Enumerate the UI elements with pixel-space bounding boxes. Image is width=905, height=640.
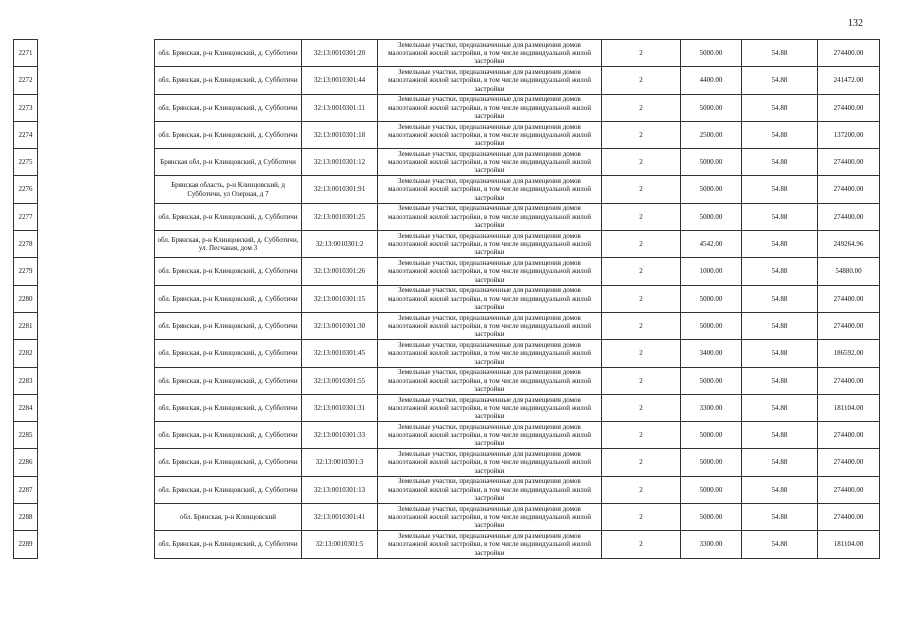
row-number-cell: 2274 — [14, 121, 38, 148]
category-cell: 2 — [602, 149, 681, 176]
rate-cell: 54.88 — [742, 121, 818, 148]
spacer-cell — [38, 203, 155, 230]
spacer-cell — [38, 149, 155, 176]
category-cell: 2 — [602, 203, 681, 230]
table-row — [14, 394, 880, 421]
category-cell: 2 — [602, 312, 681, 339]
row-number-cell: 2279 — [14, 258, 38, 285]
cadastral-number-cell: 32:13:0010301:5 — [302, 531, 378, 558]
land-purpose-cell: Земельные участки, предназначенные для размещения домов малоэтажной жилой застройки, в том числе индивидуальной жилой застройки — [378, 340, 602, 367]
category-cell: 2 — [602, 176, 681, 203]
area-cell: 5000.00 — [681, 40, 742, 67]
land-purpose-cell: Земельные участки, предназначенные для размещения домов малоэтажной жилой застройки, в том числе индивидуальной жилой застройки — [378, 258, 602, 285]
land-plot-table — [13, 39, 880, 559]
cadastral-value-cell: 274400.00 — [818, 176, 880, 203]
address-cell: обл. Брянская, р-н Клинцовский, д. Субботичи — [155, 422, 302, 449]
row-number-cell: 2275 — [14, 149, 38, 176]
table-row — [14, 176, 880, 203]
area-cell: 5000.00 — [681, 367, 742, 394]
row-number-cell: 2272 — [14, 67, 38, 94]
cadastral-number-cell: 32:13:0010301:2 — [302, 231, 378, 258]
area-cell: 4400.00 — [681, 67, 742, 94]
land-purpose-cell: Земельные участки, предназначенные для размещения домов малоэтажной жилой застройки, в том числе индивидуальной жилой застройки — [378, 476, 602, 503]
cadastral-number-cell: 32:13:0010301:33 — [302, 422, 378, 449]
table-row — [14, 449, 880, 476]
rate-cell: 54.88 — [742, 231, 818, 258]
area-cell: 5000.00 — [681, 285, 742, 312]
cadastral-number-cell: 32:13:0010301:41 — [302, 504, 378, 531]
address-cell: Брянская обл, р-н Клинцовский, д Субботичи — [155, 149, 302, 176]
cadastral-number-cell: 32:13:0010301:20 — [302, 40, 378, 67]
area-cell: 3300.00 — [681, 394, 742, 421]
spacer-cell — [38, 231, 155, 258]
table-row — [14, 258, 880, 285]
cadastral-value-cell: 181104.00 — [818, 531, 880, 558]
rate-cell: 54.88 — [742, 449, 818, 476]
category-cell: 2 — [602, 531, 681, 558]
row-number-cell: 2282 — [14, 340, 38, 367]
row-number-cell: 2285 — [14, 422, 38, 449]
address-cell: обл. Брянская, р-н Клинцовский, д. Субботичи — [155, 476, 302, 503]
spacer-cell — [38, 176, 155, 203]
cadastral-number-cell: 32:13:0010301:55 — [302, 367, 378, 394]
row-number-cell: 2288 — [14, 504, 38, 531]
rate-cell: 54.88 — [742, 422, 818, 449]
cadastral-value-cell: 274400.00 — [818, 504, 880, 531]
rate-cell: 54.88 — [742, 94, 818, 121]
category-cell: 2 — [602, 67, 681, 94]
cadastral-value-cell: 274400.00 — [818, 312, 880, 339]
cadastral-number-cell: 32:13:0010301:11 — [302, 94, 378, 121]
row-number-cell: 2277 — [14, 203, 38, 230]
cadastral-value-cell: 241472.00 — [818, 67, 880, 94]
row-number-cell: 2281 — [14, 312, 38, 339]
rate-cell: 54.88 — [742, 285, 818, 312]
cadastral-value-cell: 274400.00 — [818, 285, 880, 312]
land-purpose-cell: Земельные участки, предназначенные для размещения домов малоэтажной жилой застройки, в том числе индивидуальной жилой застройки — [378, 422, 602, 449]
cadastral-value-cell: 274400.00 — [818, 40, 880, 67]
land-purpose-cell: Земельные участки, предназначенные для размещения домов малоэтажной жилой застройки, в том числе индивидуальной жилой застройки — [378, 531, 602, 558]
spacer-cell — [38, 422, 155, 449]
area-cell: 5000.00 — [681, 422, 742, 449]
cadastral-value-cell: 54880.00 — [818, 258, 880, 285]
category-cell: 2 — [602, 121, 681, 148]
table-row — [14, 231, 880, 258]
table-row — [14, 67, 880, 94]
address-cell: обл. Брянская, р-н Клинцовский, д. Субботичи — [155, 449, 302, 476]
cadastral-number-cell: 32:13:0010301:45 — [302, 340, 378, 367]
spacer-cell — [38, 504, 155, 531]
spacer-cell — [38, 449, 155, 476]
table-row — [14, 476, 880, 503]
cadastral-value-cell: 186592.00 — [818, 340, 880, 367]
address-cell: обл. Брянская, р-н Клинцовский, д. Субботичи — [155, 531, 302, 558]
row-number-cell: 2280 — [14, 285, 38, 312]
area-cell: 5000.00 — [681, 94, 742, 121]
spacer-cell — [38, 476, 155, 503]
table-row — [14, 40, 880, 67]
cadastral-number-cell: 32:13:0010301:26 — [302, 258, 378, 285]
land-purpose-cell: Земельные участки, предназначенные для размещения домов малоэтажной жилой застройки, в том числе индивидуальной жилой застройки — [378, 312, 602, 339]
rate-cell: 54.88 — [742, 312, 818, 339]
spacer-cell — [38, 340, 155, 367]
rate-cell: 54.88 — [742, 258, 818, 285]
address-cell: обл. Брянская, р-н Клинцовский, д. Субботичи — [155, 312, 302, 339]
area-cell: 5000.00 — [681, 203, 742, 230]
area-cell: 3400.00 — [681, 340, 742, 367]
address-cell: обл. Брянская, р-н Клинцовский, д. Субботичи — [155, 94, 302, 121]
spacer-cell — [38, 367, 155, 394]
cadastral-number-cell: 32:13:0010301:12 — [302, 149, 378, 176]
rate-cell: 54.88 — [742, 367, 818, 394]
area-cell: 5000.00 — [681, 312, 742, 339]
category-cell: 2 — [602, 94, 681, 121]
area-cell: 5000.00 — [681, 176, 742, 203]
table-row — [14, 285, 880, 312]
land-purpose-cell: Земельные участки, предназначенные для размещения домов малоэтажной жилой застройки, в том числе индивидуальной жилой застройки — [378, 367, 602, 394]
land-purpose-cell: Земельные участки, предназначенные для размещения домов малоэтажной жилой застройки, в том числе индивидуальной жилой застройки — [378, 176, 602, 203]
spacer-cell — [38, 40, 155, 67]
row-number-cell: 2286 — [14, 449, 38, 476]
table-row — [14, 340, 880, 367]
area-cell: 5000.00 — [681, 449, 742, 476]
address-cell: обл. Брянская, р-н Клинцовский, д. Субботичи — [155, 340, 302, 367]
category-cell: 2 — [602, 367, 681, 394]
address-cell: обл. Брянская, р-н Клинцовский — [155, 504, 302, 531]
land-purpose-cell: Земельные участки, предназначенные для размещения домов малоэтажной жилой застройки, в том числе индивидуальной жилой застройки — [378, 449, 602, 476]
table-row — [14, 149, 880, 176]
land-purpose-cell: Земельные участки, предназначенные для размещения домов малоэтажной жилой застройки, в том числе индивидуальной жилой застройки — [378, 40, 602, 67]
table-row — [14, 312, 880, 339]
row-number-cell: 2271 — [14, 40, 38, 67]
spacer-cell — [38, 394, 155, 421]
rate-cell: 54.88 — [742, 394, 818, 421]
category-cell: 2 — [602, 394, 681, 421]
land-purpose-cell: Земельные участки, предназначенные для размещения домов малоэтажной жилой застройки, в том числе индивидуальной жилой застройки — [378, 67, 602, 94]
spacer-cell — [38, 312, 155, 339]
spacer-cell — [38, 258, 155, 285]
area-cell: 5000.00 — [681, 504, 742, 531]
category-cell: 2 — [602, 258, 681, 285]
rate-cell: 54.88 — [742, 476, 818, 503]
cadastral-number-cell: 32:13:0010301:3 — [302, 449, 378, 476]
row-number-cell: 2289 — [14, 531, 38, 558]
spacer-cell — [38, 67, 155, 94]
spacer-cell — [38, 121, 155, 148]
land-purpose-cell: Земельные участки, предназначенные для размещения домов малоэтажной жилой застройки, в том числе индивидуальной жилой застройки — [378, 231, 602, 258]
cadastral-value-cell: 181104.00 — [818, 394, 880, 421]
table-row — [14, 422, 880, 449]
cadastral-value-cell: 274400.00 — [818, 203, 880, 230]
rate-cell: 54.88 — [742, 203, 818, 230]
cadastral-number-cell: 32:13:0010301:25 — [302, 203, 378, 230]
spacer-cell — [38, 531, 155, 558]
cadastral-number-cell: 32:13:0010301:18 — [302, 121, 378, 148]
category-cell: 2 — [602, 422, 681, 449]
address-cell: обл. Брянская, р-н Клинцовский, д. Субботичи, ул. Песчаная, дом 3 — [155, 231, 302, 258]
row-number-cell: 2278 — [14, 231, 38, 258]
address-cell: обл. Брянская, р-н Клинцовский, д. Субботичи — [155, 121, 302, 148]
cadastral-number-cell: 32:13:0010301:15 — [302, 285, 378, 312]
address-cell: обл. Брянская, р-н Клинцовский, д. Субботичи — [155, 40, 302, 67]
land-purpose-cell: Земельные участки, предназначенные для размещения домов малоэтажной жилой застройки, в том числе индивидуальной жилой застройки — [378, 504, 602, 531]
category-cell: 2 — [602, 40, 681, 67]
category-cell: 2 — [602, 340, 681, 367]
rate-cell: 54.88 — [742, 504, 818, 531]
cadastral-value-cell: 249264.96 — [818, 231, 880, 258]
cadastral-value-cell: 274400.00 — [818, 422, 880, 449]
area-cell: 1000.00 — [681, 258, 742, 285]
land-purpose-cell: Земельные участки, предназначенные для размещения домов малоэтажной жилой застройки, в том числе индивидуальной жилой застройки — [378, 94, 602, 121]
row-number-cell: 2276 — [14, 176, 38, 203]
cadastral-value-cell: 274400.00 — [818, 449, 880, 476]
rate-cell: 54.88 — [742, 531, 818, 558]
cadastral-number-cell: 32:13:0010301:91 — [302, 176, 378, 203]
area-cell: 4542.00 — [681, 231, 742, 258]
area-cell: 3300.00 — [681, 531, 742, 558]
cadastral-value-cell: 274400.00 — [818, 94, 880, 121]
category-cell: 2 — [602, 285, 681, 312]
table-row — [14, 531, 880, 558]
cadastral-value-cell: 137200.00 — [818, 121, 880, 148]
rate-cell: 54.88 — [742, 340, 818, 367]
land-purpose-cell: Земельные участки, предназначенные для размещения домов малоэтажной жилой застройки, в том числе индивидуальной жилой застройки — [378, 121, 602, 148]
address-cell: обл. Брянская, р-н Клинцовский, д. Субботичи — [155, 67, 302, 94]
address-cell: обл. Брянская, р-н Клинцовский, д. Субботичи — [155, 203, 302, 230]
address-cell: Брянская область, р-н Клинцовский, д Субботичи, ул Озерная, д 7 — [155, 176, 302, 203]
cadastral-number-cell: 32:13:0010301:30 — [302, 312, 378, 339]
spacer-cell — [38, 94, 155, 121]
page-number: 132 — [848, 18, 863, 29]
land-purpose-cell: Земельные участки, предназначенные для размещения домов малоэтажной жилой застройки, в том числе индивидуальной жилой застройки — [378, 203, 602, 230]
cadastral-number-cell: 32:13:0010301:13 — [302, 476, 378, 503]
area-cell: 2500.00 — [681, 121, 742, 148]
cadastral-value-cell: 274400.00 — [818, 476, 880, 503]
category-cell: 2 — [602, 449, 681, 476]
land-purpose-cell: Земельные участки, предназначенные для размещения домов малоэтажной жилой застройки, в том числе индивидуальной жилой застройки — [378, 149, 602, 176]
address-cell: обл. Брянская, р-н Клинцовский, д. Субботичи — [155, 258, 302, 285]
row-number-cell: 2287 — [14, 476, 38, 503]
table-row — [14, 203, 880, 230]
area-cell: 5000.00 — [681, 149, 742, 176]
table-row — [14, 367, 880, 394]
row-number-cell: 2273 — [14, 94, 38, 121]
cadastral-value-cell: 274400.00 — [818, 367, 880, 394]
table-row — [14, 121, 880, 148]
table-row — [14, 504, 880, 531]
rate-cell: 54.88 — [742, 176, 818, 203]
area-cell: 5000.00 — [681, 476, 742, 503]
address-cell: обл. Брянская, р-н Клинцовский, д. Субботичи — [155, 394, 302, 421]
rate-cell: 54.88 — [742, 67, 818, 94]
land-purpose-cell: Земельные участки, предназначенные для размещения домов малоэтажной жилой застройки, в том числе индивидуальной жилой застройки — [378, 285, 602, 312]
row-number-cell: 2283 — [14, 367, 38, 394]
rate-cell: 54.88 — [742, 40, 818, 67]
table-row — [14, 94, 880, 121]
cadastral-number-cell: 32:13:0010301:31 — [302, 394, 378, 421]
cadastral-value-cell: 274400.00 — [818, 149, 880, 176]
address-cell: обл. Брянская, р-н Клинцовский, д. Субботичи — [155, 367, 302, 394]
address-cell: обл. Брянская, р-н Клинцовский, д. Субботичи — [155, 285, 302, 312]
category-cell: 2 — [602, 476, 681, 503]
spacer-cell — [38, 285, 155, 312]
category-cell: 2 — [602, 231, 681, 258]
rate-cell: 54.88 — [742, 149, 818, 176]
cadastral-number-cell: 32:13:0010301:44 — [302, 67, 378, 94]
land-purpose-cell: Земельные участки, предназначенные для размещения домов малоэтажной жилой застройки, в том числе индивидуальной жилой застройки — [378, 394, 602, 421]
category-cell: 2 — [602, 504, 681, 531]
row-number-cell: 2284 — [14, 394, 38, 421]
